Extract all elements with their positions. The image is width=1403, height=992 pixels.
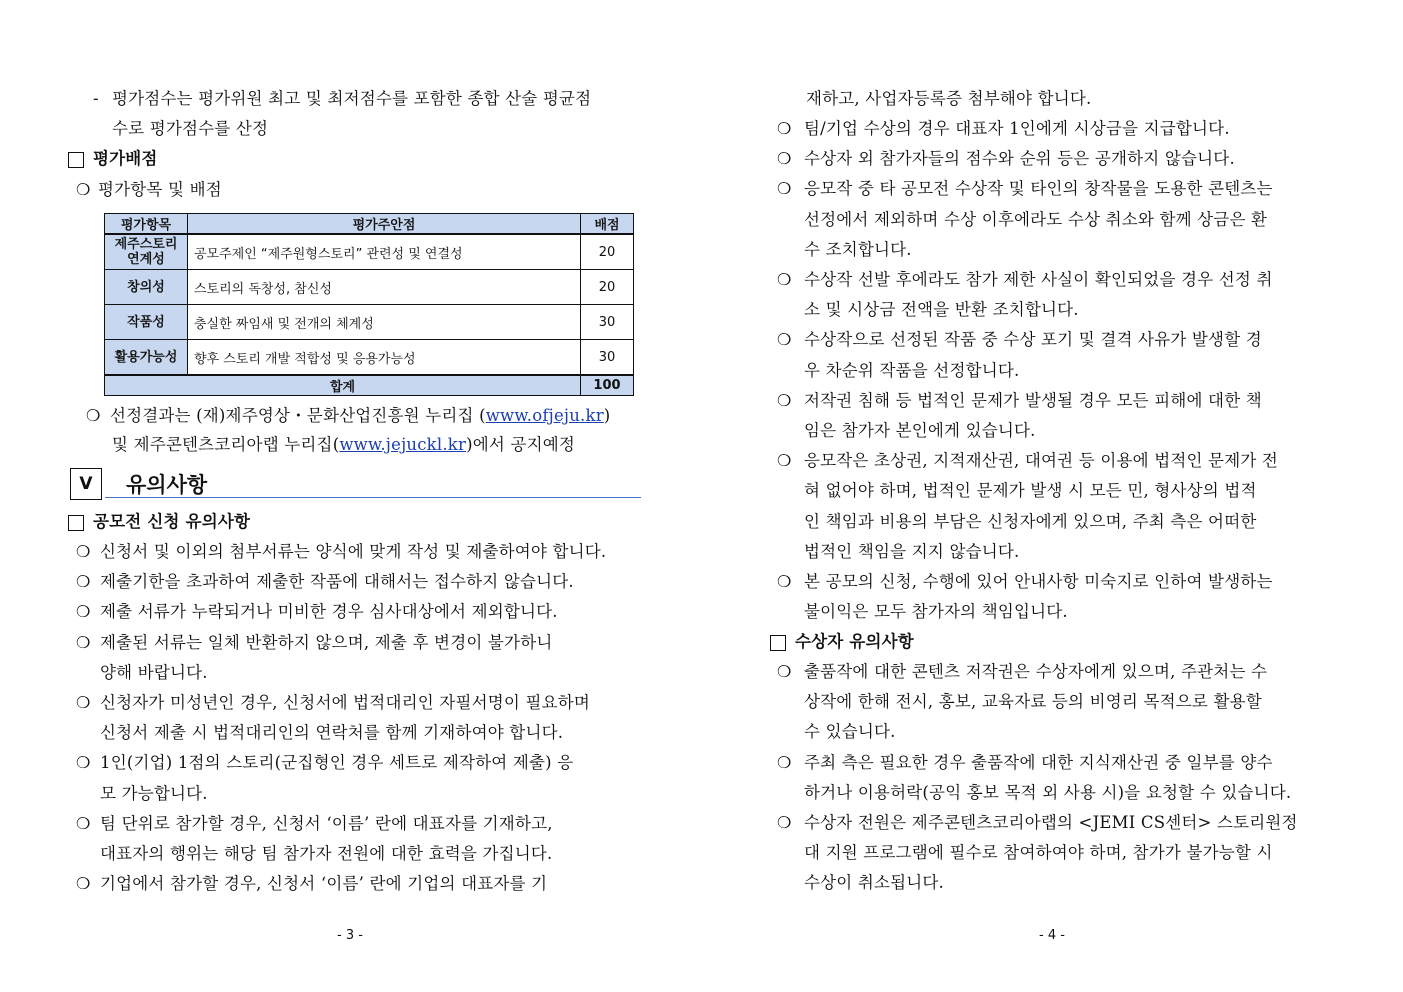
section-title: 유의사항 — [126, 473, 208, 497]
list-item-line: 응모작 중 타 공모전 수상작 및 타인의 창작물을 도용한 콘텐츠는 — [804, 179, 1273, 199]
list-item-line: 선정에서 제외하며 수상 이후에라도 수상 취소와 함께 상금은 환 — [804, 209, 1268, 229]
page-number: - 4 - — [1039, 928, 1065, 943]
table-cell-score: 20 — [581, 234, 634, 270]
intro-line-2: 수로 평가점수를 산정 — [112, 119, 269, 138]
list-item-line: 제출된 서류는 일체 반환하지 않으며, 제출 후 변경이 불가하니 — [100, 632, 553, 652]
ofjeju-link[interactable]: www.ofjeju.kr — [485, 406, 604, 425]
circle-bullet-icon: ❍ — [76, 632, 91, 652]
circle-bullet-icon: ❍ — [76, 572, 91, 592]
list-item-line: 소 및 시상금 전액을 반환 조치합니다. — [804, 300, 1079, 320]
circle-bullet-icon: ❍ — [76, 602, 91, 622]
result-text: 선정결과는 (재)제주영상・문화산업진흥원 누리집 ( — [110, 406, 486, 425]
list-item-line: 기업에서 참가할 경우, 신청서 ‘이름’ 란에 기업의 대표자를 기 — [100, 874, 548, 894]
list-item-line: 수상작으로 선정된 작품 중 수상 포기 및 결격 사유가 발생할 경 — [804, 330, 1262, 350]
table-total-label: 합계 — [105, 375, 581, 396]
circle-bullet-icon: ❍ — [777, 390, 792, 410]
table-header-row — [105, 214, 634, 235]
table-cell-desc: 공모주제인 “제주원형스토리” 관련성 및 연결성 — [188, 234, 581, 270]
circle-bullet-icon: ❍ — [76, 874, 91, 894]
list-item-line: 수상작 선발 후에라도 참가 제한 사실이 확인되었을 경우 선정 취 — [804, 270, 1273, 289]
list-item-line: 팀/기업 수상의 경우 대표자 1인에게 시상금을 지급합니다. — [804, 119, 1230, 138]
table-total-row — [105, 375, 634, 396]
table-cell-category: 활용가능성 — [105, 340, 188, 376]
list-item-line: 신청자가 미성년인 경우, 신청서에 법적대리인 자필서명이 필요하며 — [100, 693, 591, 712]
list-item-line: 팀 단위로 참가할 경우, 신청서 ‘이름’ 란에 대표자를 기재하고, — [100, 813, 553, 833]
list-item-line: 양해 바랍니다. — [100, 662, 208, 682]
list-item-line: 수상이 취소됩니다. — [804, 873, 945, 893]
list-item-line: 인 책임과 비용의 부담은 신청자에게 있으며, 주최 측은 어떠한 — [804, 511, 1257, 531]
circle-bullet-icon: ❍ — [76, 693, 91, 712]
list-item-line: 주최 측은 필요한 경우 출품작에 대한 지식재산권 중 일부를 양수 — [804, 752, 1273, 772]
circle-bullet-icon: ❍ — [777, 813, 792, 832]
circle-bullet-icon: ❍ — [777, 270, 792, 289]
list-item-line: 모 가능합니다. — [100, 783, 208, 803]
list-item-line: 하거나 이용허락(공익 홍보 목적 외 사용 시)을 요청할 수 있습니다. — [804, 782, 1292, 802]
page-number: - 3 - — [337, 928, 363, 943]
table-cell-desc: 충실한 짜임새 및 전개의 체계성 — [188, 305, 581, 340]
circle-bullet-icon: ❍ — [777, 662, 792, 681]
section-number: Ⅴ — [70, 468, 102, 500]
circle-bullet-icon: ❍ — [777, 451, 792, 471]
table-header: 평가주안점 — [188, 214, 581, 235]
result-text: 및 제주콘텐츠코리아랩 누리집( — [112, 435, 340, 454]
list-item-line: 불이익은 모두 참가자의 책임입니다. — [804, 602, 1068, 622]
table-header: 평가항목 — [105, 214, 188, 235]
list-item-line: 대 지원 프로그램에 필수로 참여하여야 하며, 참가가 불가능할 시 — [804, 843, 1273, 863]
list-item-line: 신청서 및 이외의 첨부서류는 양식에 맞게 작성 및 제출하여야 합니다. — [100, 542, 607, 561]
circle-bullet-icon: ❍ — [76, 753, 91, 773]
list-item-line: 법적인 책임을 지지 않습니다. — [804, 541, 1020, 561]
circle-bullet-icon: ❍ — [777, 330, 792, 350]
list-item-line: 혀 없어야 하며, 법적인 문제가 발생 시 모든 민, 형사상의 법적 — [804, 481, 1257, 501]
circle-bullet-icon: ❍ — [777, 179, 792, 199]
evaluation-table — [104, 213, 634, 396]
alloc-heading: 평가배점 — [93, 149, 158, 168]
result-text: ) — [603, 406, 611, 425]
table-header: 배점 — [581, 214, 634, 235]
list-item-line: 상작에 한해 전시, 홍보, 교육자료 등의 비영리 목적으로 활용할 — [804, 692, 1262, 712]
circle-bullet-icon: ❍ — [777, 149, 792, 169]
intro-dash: - — [93, 89, 99, 108]
list-item-line: 수 있습니다. — [804, 722, 896, 742]
checkbox-square-icon — [68, 515, 84, 531]
table-cell-category: 작품성 — [105, 305, 188, 340]
intro-line-1: 평가점수는 평가위원 최고 및 최저점수를 포함한 종합 산술 평균점 — [112, 89, 592, 108]
table-row — [105, 270, 634, 305]
alloc-item: 평가항목 및 배점 — [98, 180, 222, 199]
list-item-line: 수 조치합니다. — [804, 239, 912, 259]
list-item-line: 제출기한을 초과하여 제출한 작품에 대해서는 접수하지 않습니다. — [100, 572, 574, 592]
circle-bullet-icon: ❍ — [76, 180, 91, 199]
table-cell-score: 30 — [581, 340, 634, 376]
table-row — [105, 305, 634, 340]
table-cell-category: 창의성 — [105, 270, 188, 305]
circle-bullet-icon: ❍ — [86, 406, 101, 425]
list-item-line: 응모작은 초상권, 지적재산권, 대여권 등 이용에 법적인 문제가 전 — [804, 451, 1279, 471]
list-item-line: 출품작에 대한 콘텐츠 저작권은 수상자에게 있으며, 주관처는 수 — [804, 662, 1268, 681]
table-row — [105, 234, 634, 270]
table-row — [105, 340, 634, 376]
jejuckl-link[interactable]: www.jejuckl.kr — [339, 435, 467, 454]
list-item-line: 제출 서류가 누락되거나 미비한 경우 심사대상에서 제외합니다. — [100, 602, 558, 622]
circle-bullet-icon: ❍ — [777, 752, 792, 772]
result-text: )에서 공지예정 — [466, 435, 575, 454]
winner-heading: 수상자 유의사항 — [795, 632, 914, 651]
checkbox-square-icon — [770, 635, 786, 651]
list-item-line: 1인(기업) 1점의 스토리(군집형인 경우 세트로 제작하여 제출) 응 — [100, 753, 574, 773]
circle-bullet-icon: ❍ — [777, 572, 792, 591]
list-item-line: 신청서 제출 시 법적대리인의 연락처를 함께 기재하여야 합니다. — [100, 723, 564, 743]
continued-line: 재하고, 사업자등록증 첨부해야 합니다. — [806, 89, 1092, 108]
result-line-2 — [112, 435, 575, 455]
section-divider — [105, 497, 641, 498]
table-cell-category: 제주스토리 연계성 — [105, 234, 188, 270]
result-line-1 — [110, 406, 610, 426]
table-cell-score: 20 — [581, 270, 634, 305]
list-item-line: 저작권 침해 등 법적인 문제가 발생될 경우 모든 피해에 대한 책 — [804, 390, 1262, 410]
list-item-line: 수상자 외 참가자들의 점수와 순위 등은 공개하지 않습니다. — [804, 149, 1235, 169]
checkbox-square-icon — [68, 152, 84, 168]
table-cell-desc: 향후 스토리 개발 적합성 및 응용가능성 — [188, 340, 581, 376]
circle-bullet-icon: ❍ — [777, 119, 792, 138]
circle-bullet-icon: ❍ — [76, 542, 91, 561]
list-item-line: 대표자의 행위는 해당 팀 참가자 전원에 대한 효력을 가집니다. — [100, 844, 553, 863]
list-item-line: 우 차순위 작품을 선정합니다. — [804, 360, 1020, 380]
list-item-line: 본 공모의 신청, 수행에 있어 안내사항 미숙지로 인하여 발생하는 — [804, 572, 1273, 591]
table-cell-score: 30 — [581, 305, 634, 340]
circle-bullet-icon: ❍ — [76, 813, 91, 833]
table-cell-desc: 스토리의 독창성, 참신성 — [188, 270, 581, 305]
list-item-line: 수상자 전원은 제주콘텐츠코리아랩의 <JEMI CS센터> 스토리원정 — [804, 813, 1298, 832]
apply-heading: 공모전 신청 유의사항 — [93, 512, 251, 531]
list-item-line: 임은 참가자 본인에게 있습니다. — [804, 421, 1036, 440]
table-total-value: 100 — [581, 375, 634, 396]
